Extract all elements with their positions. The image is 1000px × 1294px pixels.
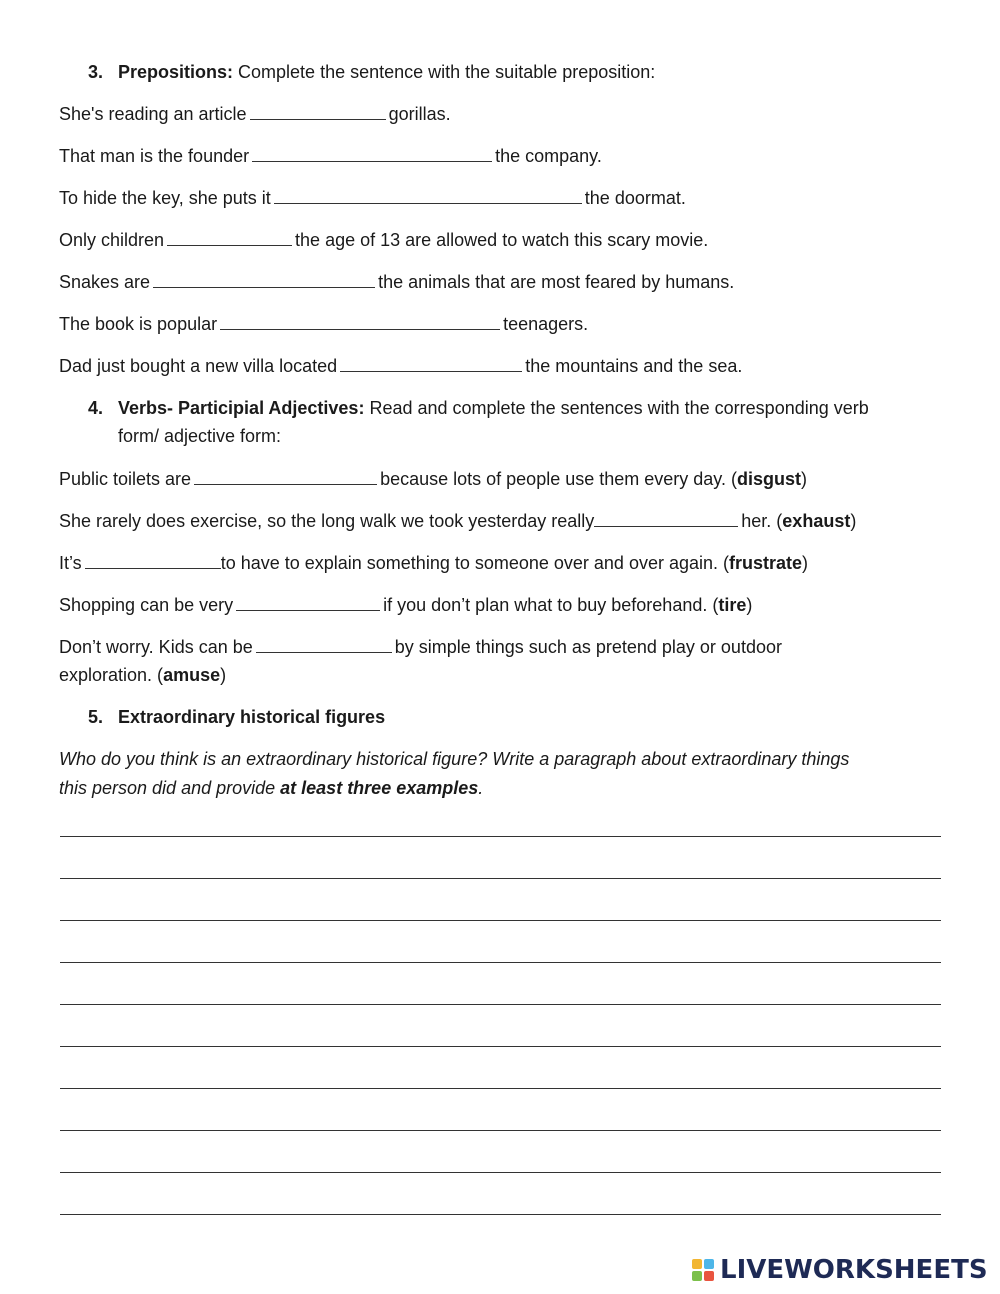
sentence-text: That man is the founder [59,146,250,166]
section-title: Extraordinary historical figures [118,707,386,727]
sentence-3-5 [59,268,944,296]
section-title: Verbs- Participial Adjectives: [118,398,365,418]
writing-prompt-line-2 [59,774,944,802]
answer-blank[interactable] [153,271,375,288]
logo-block [704,1259,714,1269]
answer-blank[interactable] [194,468,377,485]
sentence-text: gorillas. [388,104,451,124]
section-number: 3. [88,62,104,82]
answer-blank[interactable] [594,510,738,527]
writing-line[interactable] [60,1004,941,1005]
sentence-text: She's reading an article [59,104,247,124]
sentence-text: by simple things such as pretend play or outdoor [394,637,782,657]
sentence-4-4 [59,591,944,619]
liveworksheets-logo [692,1255,988,1285]
writing-prompt-line-1: Who do you think is an extraordinary historical figure? Write a paragraph about extraordinary things [59,749,850,769]
writing-line[interactable] [60,1172,941,1173]
sentence-text: exploration. ( [59,665,164,685]
section-5-heading [88,703,944,731]
sentence-text: Shopping can be very [59,595,234,615]
section-instruction: Complete the sentence with the suitable preposition: [238,62,656,82]
sentence-text: the company. [495,146,602,166]
logo-block [704,1271,714,1281]
section-instruction: Read and complete the sentences with the corresponding verb [369,398,869,418]
answer-blank[interactable] [340,355,522,372]
sentence-3-6 [59,310,944,338]
prompt-emphasis: at least three examples [280,778,479,798]
sentence-text: Dad just bought a new villa located [59,356,338,376]
section-number: 4. [88,398,104,418]
writing-line[interactable] [60,1046,941,1047]
sentence-text: It’s [59,553,82,573]
sentence-3-2 [59,142,944,170]
writing-line[interactable] [60,1130,941,1131]
sentence-text: the animals that are most feared by humans. [378,272,735,292]
logo-text: LIVEWORKSHEETS [720,1255,988,1285]
section-4-instruction-cont: form/ adjective form: [118,426,282,446]
sentence-text: her. ( [741,511,783,531]
sentence-text: to have to explain something to someone over and over again. ( [220,553,730,573]
sentence-text: The book is popular [59,314,218,334]
hint-word: exhaust [782,511,851,531]
hint-word: amuse [163,665,221,685]
hint-word: disgust [736,469,801,489]
answer-blank[interactable] [250,103,386,120]
answer-blank[interactable] [274,187,582,204]
sentence-text: Don’t worry. Kids can be [59,637,253,657]
section-4-heading [88,394,944,422]
sentence-4-5-cont [59,661,944,689]
section-3-heading [88,58,944,86]
sentence-text: Only children [59,230,165,250]
sentence-text: To hide the key, she puts it [59,188,271,208]
sentence-text: teenagers. [503,314,589,334]
sentence-4-2 [59,507,944,535]
logo-blocks-icon [692,1259,714,1281]
answer-blank[interactable] [252,145,492,162]
sentence-text: Snakes are [59,272,151,292]
sentence-text: ) [802,553,809,573]
writing-line[interactable] [60,1214,941,1215]
sentence-3-3 [59,184,944,212]
answer-blank[interactable] [236,594,380,611]
sentence-text: Public toilets are [59,469,192,489]
sentence-3-4 [59,226,944,254]
prompt-text: . [478,778,484,798]
sentence-text: ) [746,595,753,615]
section-number: 5. [88,707,104,727]
answer-blank[interactable] [256,636,392,653]
sentence-4-1 [59,465,944,493]
hint-word: frustrate [729,553,803,573]
sentence-text: the doormat. [584,188,686,208]
sentence-text: ) [850,511,857,531]
writing-line[interactable] [60,836,941,837]
sentence-3-1 [59,100,944,128]
hint-word: tire [718,595,747,615]
sentence-text: the mountains and the sea. [525,356,743,376]
sentence-3-7 [59,352,944,380]
sentence-text: if you don’t plan what to buy beforehand. ( [383,595,719,615]
logo-block [692,1271,702,1281]
writing-line[interactable] [60,962,941,963]
sentence-text: ) [220,665,227,685]
answer-blank[interactable] [167,229,292,246]
writing-line[interactable] [60,920,941,921]
sentence-text: the age of 13 are allowed to watch this scary movie. [295,230,709,250]
section-title: Prepositions: [118,62,234,82]
sentence-text: because lots of people use them every day. ( [380,469,737,489]
sentence-text: ) [800,469,807,489]
prompt-text: this person did and provide [59,778,276,798]
answer-blank[interactable] [220,313,500,330]
answer-blank[interactable] [85,552,221,569]
sentence-text: She rarely does exercise, so the long walk we took yesterday really [59,511,595,531]
sentence-4-3 [59,549,944,577]
sentence-4-5 [59,633,944,661]
logo-block [692,1259,702,1269]
writing-line[interactable] [60,1088,941,1089]
writing-line[interactable] [60,878,941,879]
